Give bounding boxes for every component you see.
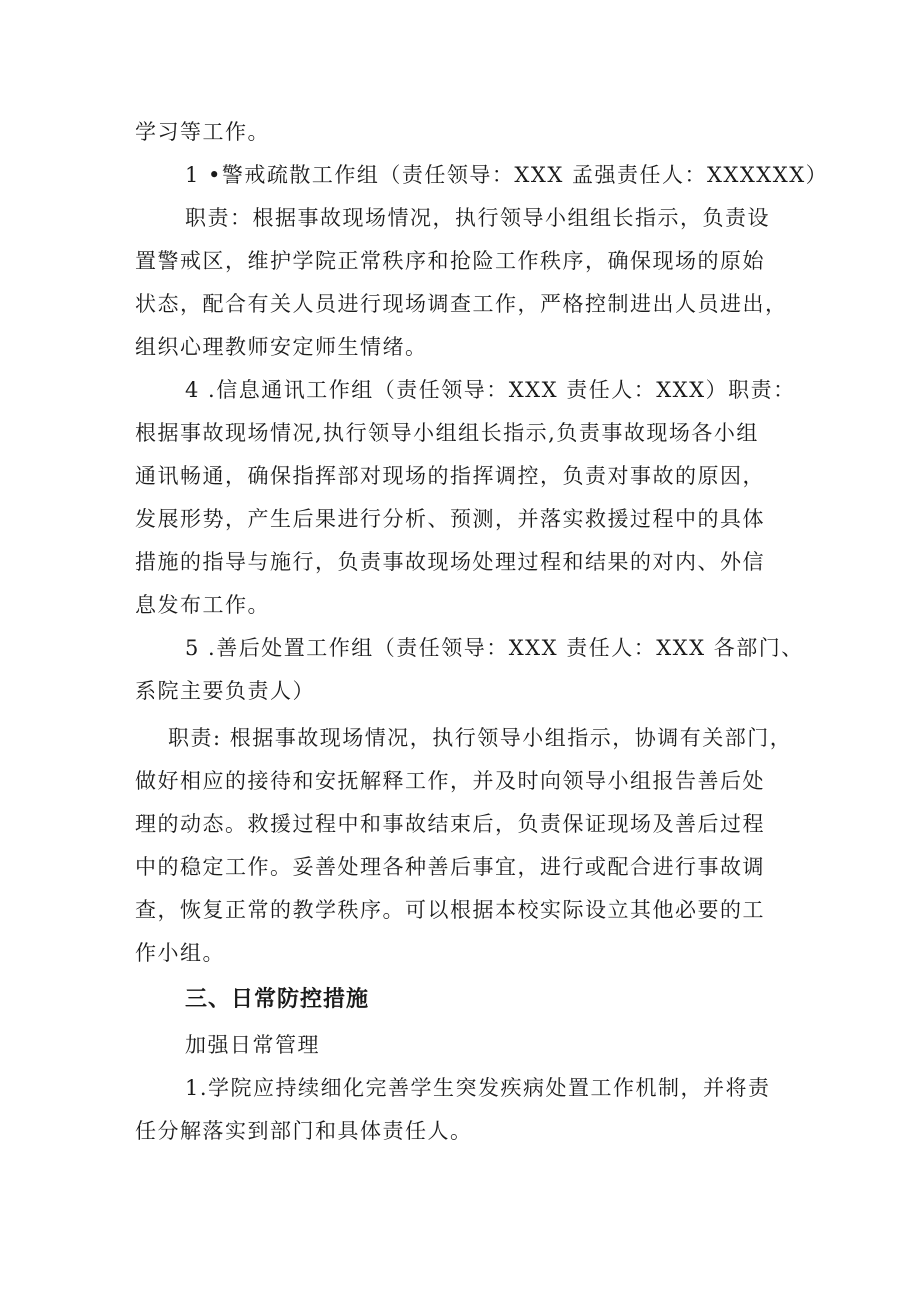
section-heading: 三、日常防控措施: [185, 987, 370, 1012]
text-line: 职责: 根据事故现场情况，执行领导小组指示，协调有关部门，: [168, 726, 793, 750]
text-line: 根据事故现场情况,执行领导小组组长指示,负责事故现场各小组: [135, 421, 759, 445]
text-line: 措施的指导与施行，负责事故现场处理过程和结果的对内、外信: [135, 550, 765, 574]
text-line: 任分解落实到部门和具体责任人。: [135, 1119, 473, 1143]
text-line: 状态，配合有关人员进行现场调查工作，严格控制进出人员进出，: [135, 292, 788, 316]
text-line: 1 •警戒疏散工作组（责任领导：XXX 孟强责任人：XXXXXX）: [185, 163, 829, 187]
text-line: 5 .善后处置工作组（责任领导：XXX 责任人：XXX 各部门、: [185, 636, 804, 660]
subheading: 加强日常管理: [185, 1033, 320, 1057]
text-line: 通讯畅通，确保指挥部对现场的指挥调控，负责对事故的原因，: [135, 464, 765, 488]
text-line: 作小组。: [135, 941, 225, 965]
text-line: 理的动态。救援过程中和事故结束后，负责保证现场及善后过程: [135, 812, 765, 836]
text-line: 置警戒区，维护学院正常秩序和抢险工作秩序，确保现场的原始: [135, 249, 765, 273]
text-line: 息发布工作。: [135, 593, 270, 617]
text-line: 系院主要负责人）: [135, 679, 315, 703]
text-line: 职责：根据事故现场情况，执行领导小组组长指示，负责设: [185, 206, 770, 230]
text-line: 中的稳定工作。妥善处理各种善后事宜，进行或配合进行事故调: [135, 855, 765, 879]
text-line: 查，恢复正常的教学秩序。可以根据本校实际设立其他必要的工: [135, 898, 765, 922]
text-line: 学习等工作。: [135, 120, 270, 144]
text-line: 做好相应的接待和安抚解释工作，并及时向领导小组报告善后处: [135, 769, 765, 793]
text-line: 1.学院应持续细化完善学生突发疾病处置工作机制，并将责: [185, 1076, 771, 1100]
text-line: 组织心理教师安定师生情绪。: [135, 335, 428, 359]
text-line: 4 .信息通讯工作组（责任领导：XXX 责任人：XXX）职责：: [185, 378, 796, 402]
text-line: 发展形势，产生后果进行分析、预测，并落实救援过程中的具体: [135, 507, 765, 531]
